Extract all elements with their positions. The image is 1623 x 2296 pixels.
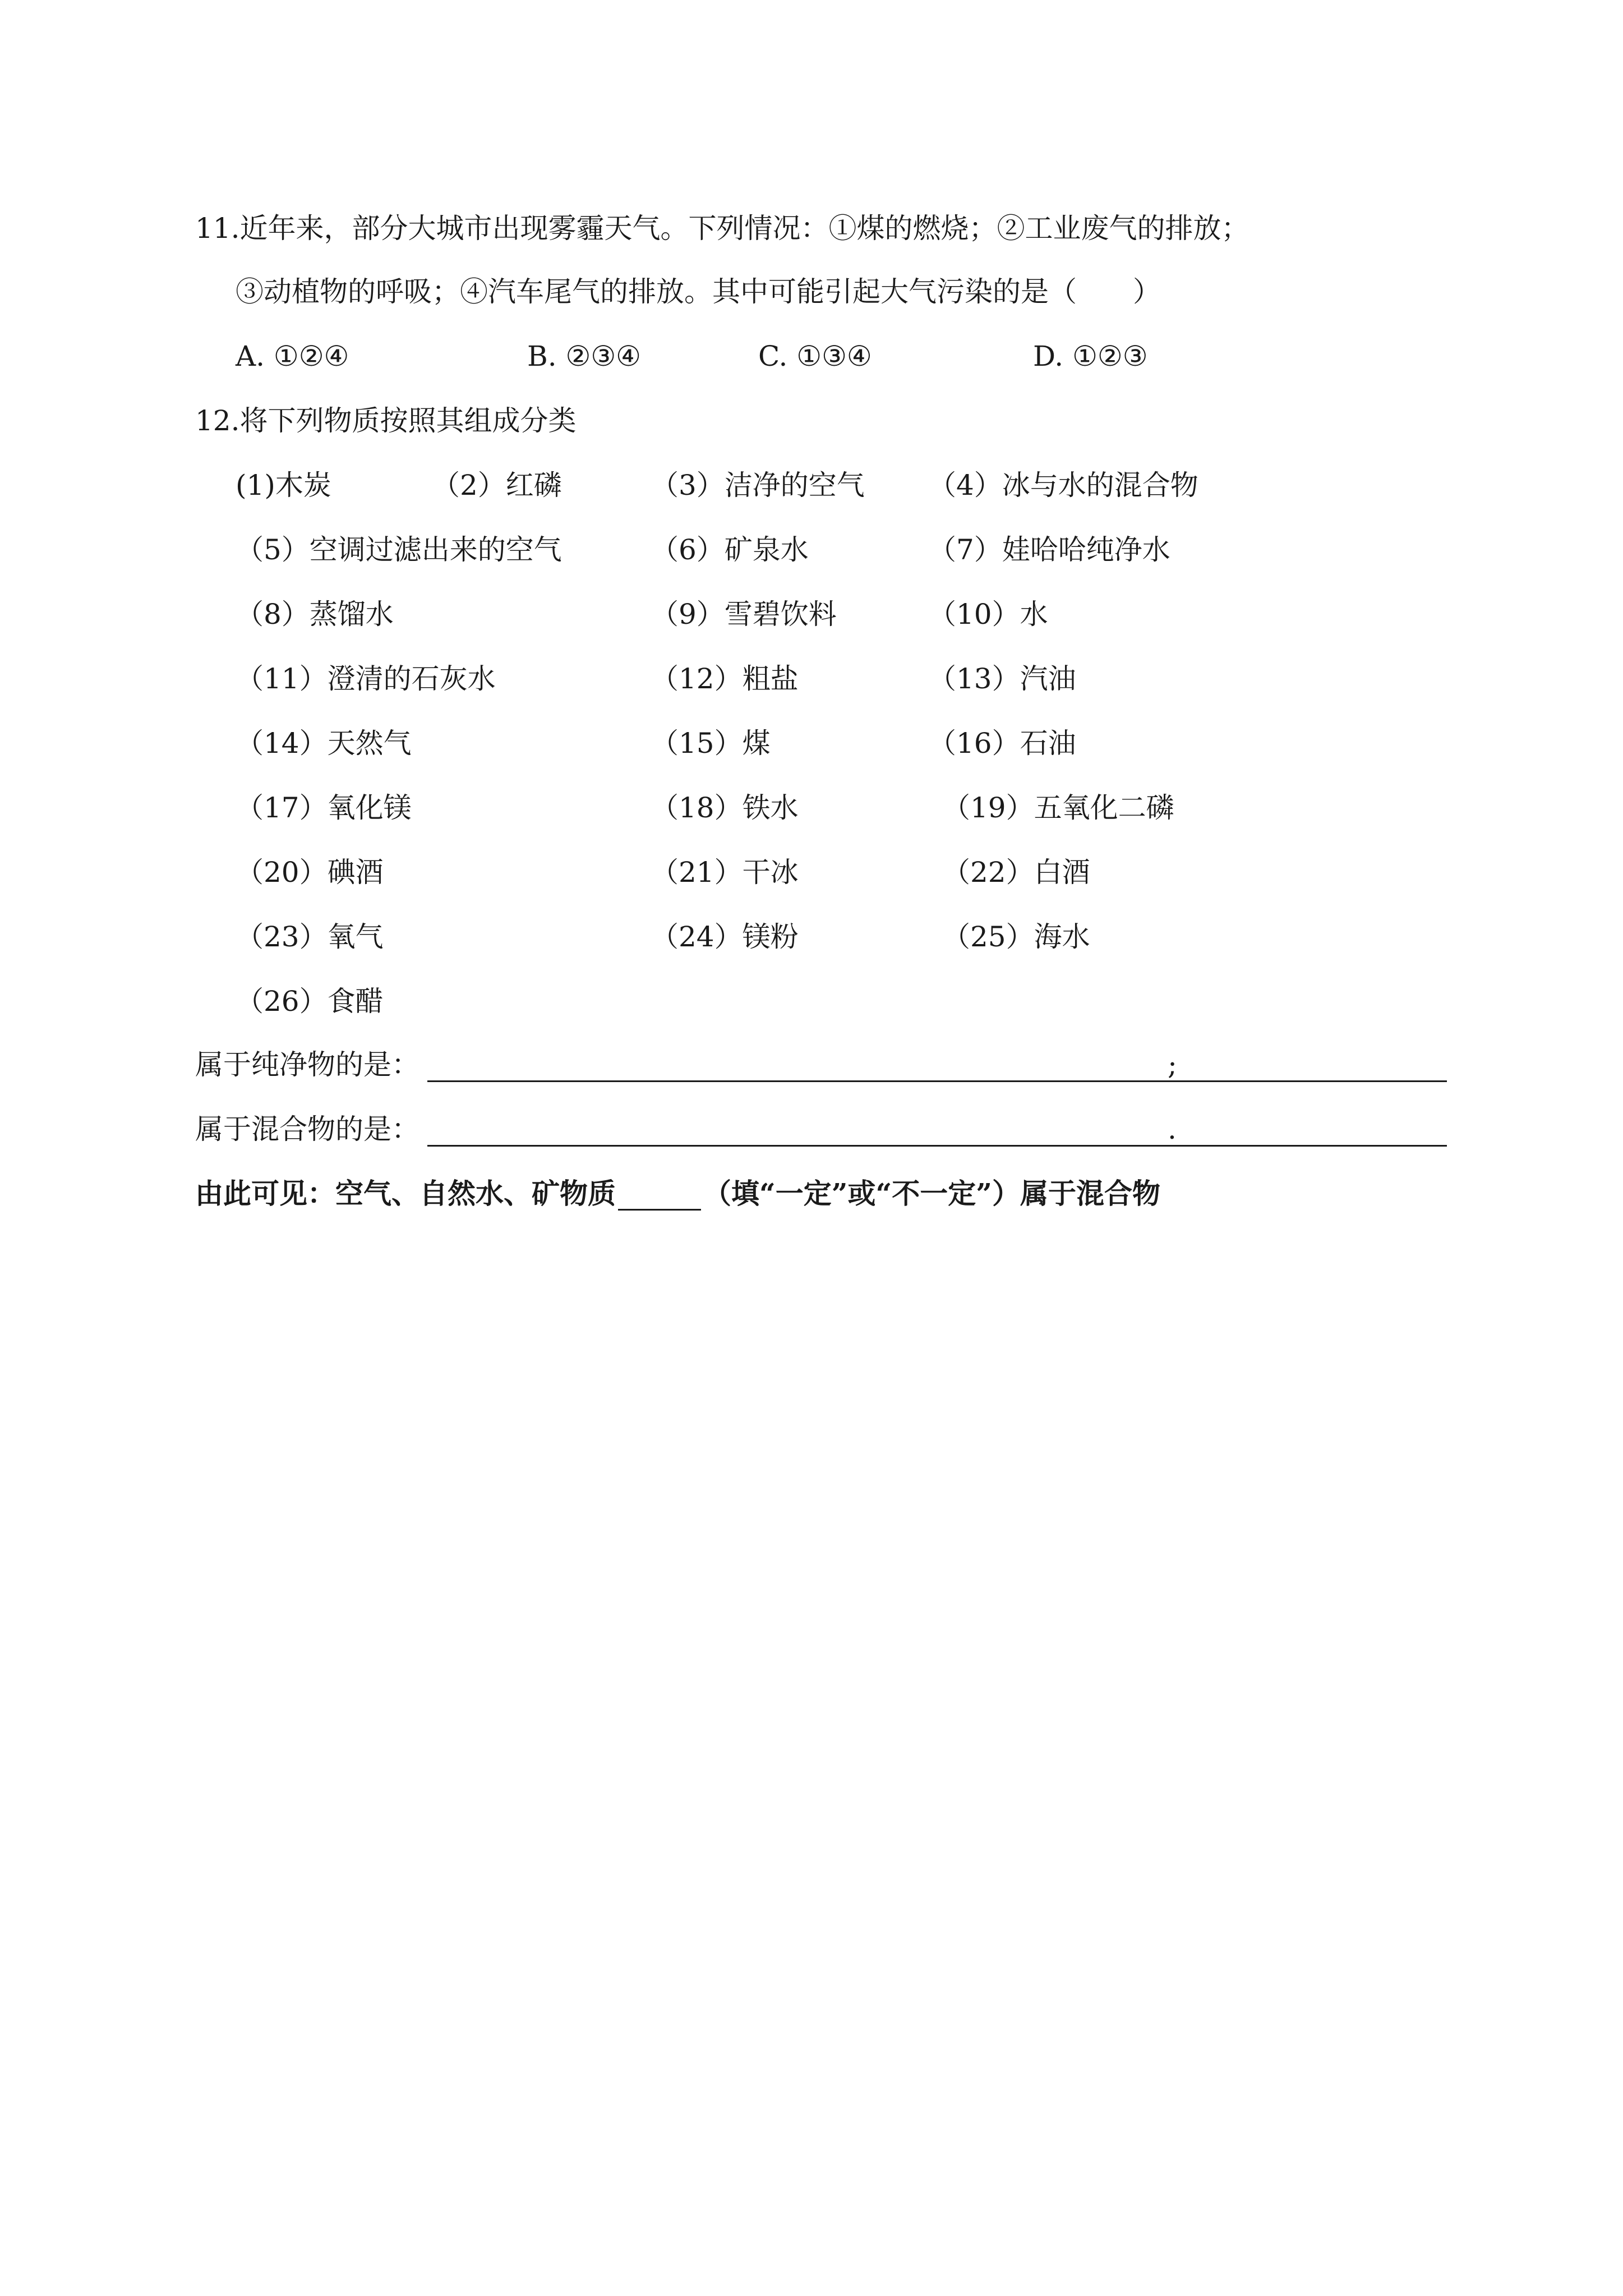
q12-title: 12.将下列物质按照其组成分类 xyxy=(195,404,577,437)
q12-item-24: （24）镁粉 xyxy=(651,921,799,953)
q12-item-18: （18）铁水 xyxy=(651,792,799,824)
q12-item-6: （6）矿泉水 xyxy=(651,533,809,566)
q12-item-15: （15）煤 xyxy=(651,727,771,760)
q11-option-d: D. ①②③ xyxy=(1033,340,1148,372)
conclusion-post: （填“一定”或“不一定”）属于混合物 xyxy=(703,1177,1161,1210)
q11-option-b: B. ②③④ xyxy=(527,340,642,372)
q12-item-21: （21）干冰 xyxy=(651,856,799,889)
q12-item-4: （4）冰与水的混合物 xyxy=(928,469,1198,501)
q12-item-25: （25）海水 xyxy=(942,921,1090,953)
q12-item-1: (1)木炭 xyxy=(236,469,331,501)
q12-item-11: （11）澄清的石灰水 xyxy=(236,662,496,695)
q12-item-14: （14）天然气 xyxy=(236,727,412,760)
conclusion-pre: 由此可见：空气、自然水、矿物质 xyxy=(195,1177,616,1210)
q12-item-17: （17）氧化镁 xyxy=(236,792,412,824)
mixture-label: 属于混合物的是： xyxy=(195,1113,419,1145)
pure-answer-blank[interactable] xyxy=(427,1052,1447,1082)
q12-item-23: （23）氧气 xyxy=(236,921,384,953)
q12-item-26: （26）食醋 xyxy=(236,985,384,1018)
mixture-end-mark: . xyxy=(1168,1113,1177,1145)
q12-item-3: （3）洁净的空气 xyxy=(651,469,865,501)
q12-item-20: （20）碘酒 xyxy=(236,856,384,889)
q12-item-2: （2）红磷 xyxy=(432,469,562,501)
q12-item-8: （8）蒸馏水 xyxy=(236,598,394,631)
q11-option-a: A. ①②④ xyxy=(236,340,349,372)
q11-option-c: C. ①③④ xyxy=(758,340,872,372)
pure-end-mark: ; xyxy=(1168,1048,1177,1081)
q12-item-12: （12）粗盐 xyxy=(651,662,799,695)
mixture-answer-blank[interactable] xyxy=(427,1117,1447,1147)
q11-line1: 11.近年来，部分大城市出现雾霾天气。下列情况：①煤的燃烧；②工业废气的排放； xyxy=(195,212,1249,245)
q12-item-10: （10）水 xyxy=(928,598,1048,631)
q12-item-16: （16）石油 xyxy=(928,727,1076,760)
q12-item-5: （5）空调过滤出来的空气 xyxy=(236,533,562,566)
pure-label: 属于纯净物的是： xyxy=(195,1048,419,1081)
conclusion-line xyxy=(195,1177,1160,1211)
q11-line2: ③动植物的呼吸；④汽车尾气的排放。其中可能引起大气污染的是（ ） xyxy=(236,275,1161,308)
conclusion-blank[interactable] xyxy=(618,1181,701,1211)
q12-item-22: （22）白酒 xyxy=(942,856,1090,889)
q12-item-9: （9）雪碧饮料 xyxy=(651,598,837,631)
q12-item-13: （13）汽油 xyxy=(928,662,1076,695)
q12-item-7: （7）娃哈哈纯净水 xyxy=(928,533,1170,566)
q12-item-19: （19）五氧化二磷 xyxy=(942,792,1174,824)
